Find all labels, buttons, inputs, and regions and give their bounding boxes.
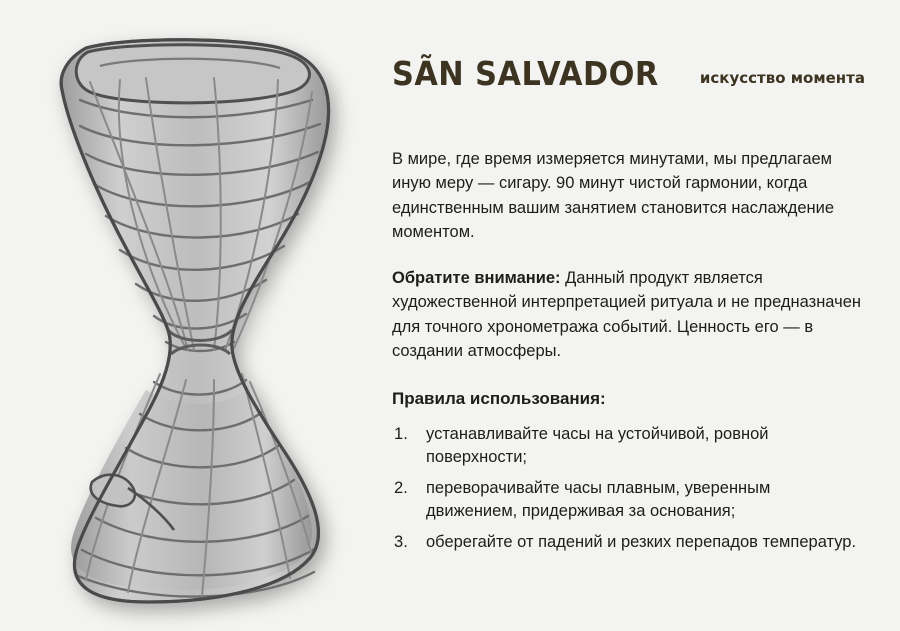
rules-heading: Правила использования: bbox=[392, 389, 606, 408]
brand-tagline: искусство момента bbox=[699, 69, 865, 87]
list-item: устанавливайте часы на устойчивой, ровной поверхности; bbox=[426, 425, 769, 467]
illustration-column bbox=[0, 0, 370, 631]
notice-paragraph bbox=[392, 266, 862, 363]
brand-header bbox=[392, 54, 865, 93]
text-column bbox=[370, 0, 900, 631]
notice-label: Обратите внимание: bbox=[392, 269, 561, 287]
brand-title: SÃN SALVADOR bbox=[392, 54, 659, 93]
hourglass-illustration bbox=[28, 30, 340, 605]
hourglass-icon bbox=[28, 30, 340, 605]
list-item: переворачивайте часы плавным, уверенным движением, придерживая за основания; bbox=[426, 478, 771, 521]
notice-text: Данный продукт является художественной интерпретацией ритуала и не предназначен для точного хронометража событий. Ценность его — в создании атмосферы. bbox=[392, 269, 862, 360]
intro-paragraph: В мире, где время измеряется минутами, мы предлагаем иную меру — сигару. 90 минут чистой гармонии, когда единственным вашим занятием становится наслаждение моментом. bbox=[392, 150, 835, 241]
rules-list bbox=[392, 423, 862, 554]
list-item: оберегайте от падений и резких перепадов температур. bbox=[426, 532, 857, 551]
